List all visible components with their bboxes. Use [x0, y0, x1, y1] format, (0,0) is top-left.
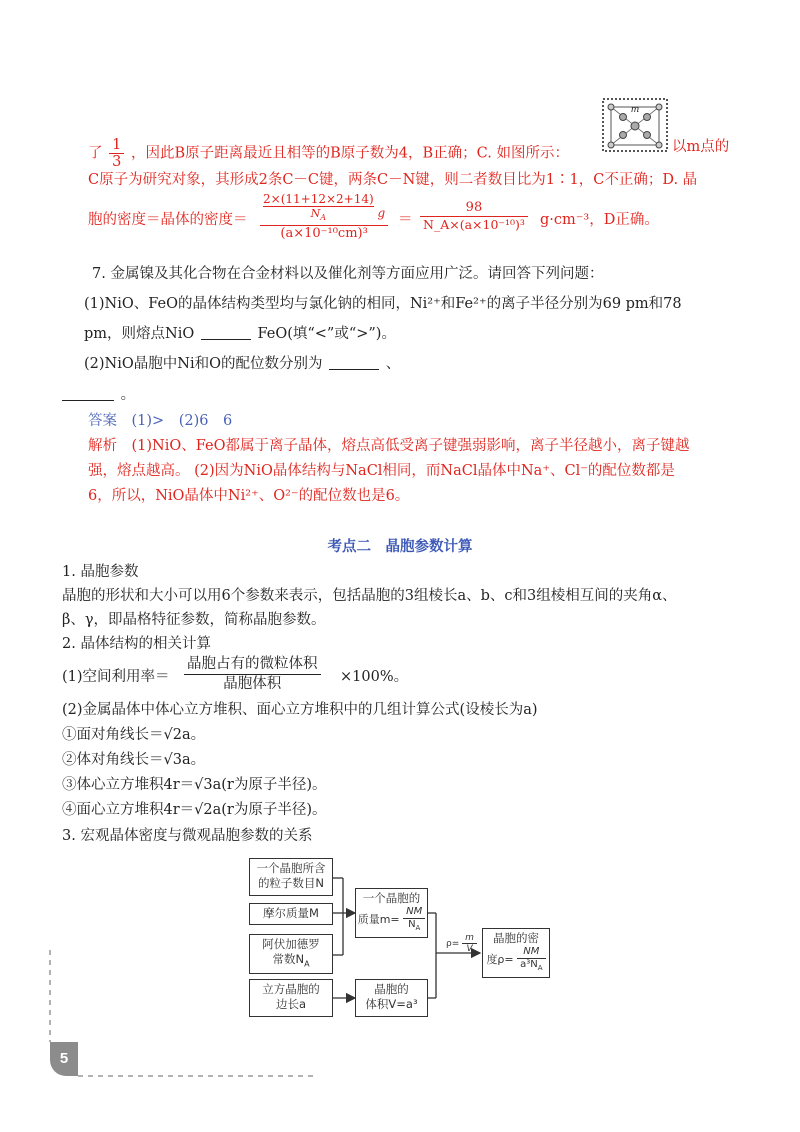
figure-label-m: m — [630, 105, 640, 115]
flow-box-particles: 一个晶胞所含 的粒子数目N — [249, 858, 333, 896]
q7-part2-end: 。 — [120, 387, 136, 403]
fraction-one-third: $\frac{1}{3}$ — [109, 137, 124, 170]
flow-box-density: 晶胞的密 度ρ= $\frac{NM}{a^3N_A}$ — [482, 928, 550, 978]
q7-part1-line2-a: pm，则熔点NiO — [84, 326, 195, 342]
page-number: 5 — [50, 1042, 78, 1076]
q7-stem: 7. 金属镍及其化合物在合金材料以及催化剂等方面应用广泛。请回答下列问题： — [92, 266, 604, 282]
q7-answer: 答案 (1)> (2)6 6 — [88, 413, 233, 429]
formula2: (2)金属晶体中体心立方堆积、面心立方堆积中的几组计算公式(设棱长为a) — [62, 702, 538, 718]
item-1: ①面对角线长＝√2a。 — [62, 727, 206, 743]
solution-line1-b: ，因此B原子距离最近且相等的B原子数为4，B正确；C. 如图所示： — [130, 145, 569, 162]
section-heading-2: 2. 晶体结构的相关计算 — [62, 636, 211, 652]
solution-line2: C原子为研究对象，其形成2条C－C键，两条C－N键，则二者数目比为1∶1，C不正确；D. 晶 — [88, 172, 698, 188]
section-p1-line1: 晶胞的形状和大小可以用6个参数来表示，包括晶胞的3组棱长a、b、c和3组棱相互间的夹角α、 — [62, 588, 677, 604]
density-fraction-2: $\frac{98}{\text{N\_A×(a×10⁻¹⁰)³}}$ — [420, 200, 528, 233]
q7-analysis-3: 6，所以，NiO晶体中Ni²⁺、O²⁻的配位数也是6。 — [88, 488, 410, 504]
q7-part2-b: 、 — [385, 356, 401, 372]
solution-line3-b: g·cm⁻³，D正确。 — [540, 212, 659, 228]
solution-line1-a: 了 — [88, 145, 103, 162]
flow-box-molar-mass: 摩尔质量M — [249, 903, 333, 925]
section-title: 考点二 晶胞参数计算 — [327, 539, 473, 555]
q7-analysis-1: 解析 (1)NiO、FeO都属于离子晶体，熔点高低受离子键强弱影响，离子半径越小，离子键越 — [88, 438, 690, 454]
density-fraction-1: $\frac{2\times(11+12\times 2+14)}{N_A}$ g (a×10⁻¹⁰cm)³ — [260, 192, 388, 242]
formula1-a: (1)空间利用率＝ — [62, 669, 170, 685]
flow-arrow-label: ρ= $\frac{m}{V}$ — [446, 933, 477, 954]
section-heading-3: 3. 宏观晶体密度与微观晶胞参数的关系 — [62, 828, 313, 844]
q7-analysis-2: 强，熔点越高。 (2)因为NiO晶体结构与NaCl相同，而NaCl晶体中Na⁺、Cl⁻的配位数都是 — [88, 463, 675, 479]
solution-line1-c: 以m点的 — [672, 139, 730, 155]
section-heading-1: 1. 晶胞参数 — [62, 564, 139, 580]
flow-box-cell-volume: 晶胞的 体积V=a³ — [355, 979, 428, 1017]
solution-line3-a: 胞的密度＝晶体的密度＝ — [88, 212, 248, 228]
flow-box-edge-length: 立方晶胞的 边长a — [249, 979, 333, 1017]
formula1-b: ×100%。 — [340, 669, 409, 685]
section-p1-line2: β、γ，即晶格特征参数，简称晶胞参数。 — [62, 612, 326, 628]
formula1-fraction: 晶胞占有的微粒体积 晶胞体积 — [184, 655, 321, 694]
item-2: ②体对角线长＝√3a。 — [62, 752, 206, 768]
flow-box-avogadro: 阿伏加德罗 常数$N_A$ — [249, 934, 333, 974]
q7-part1-line2-b: FeO(填“<”或“>”)。 — [257, 326, 396, 342]
q7-part2-a: (2)NiO晶胞中Ni和O的配位数分别为 — [84, 356, 323, 372]
q7-part1-line1: (1)NiO、FeO的晶体结构类型均与氯化钠的相同，Ni²⁺和Fe²⁺的离子半径分别为69 pm和78 — [84, 296, 682, 312]
flow-box-cell-mass: 一个晶胞的 质量m= $\frac{NM}{N_A}$ — [355, 888, 428, 938]
item-3: ③体心立方堆积4r＝√3a(r为原子半径)。 — [62, 777, 327, 793]
item-4: ④面心立方堆积4r＝√2a(r为原子半径)。 — [62, 802, 327, 818]
